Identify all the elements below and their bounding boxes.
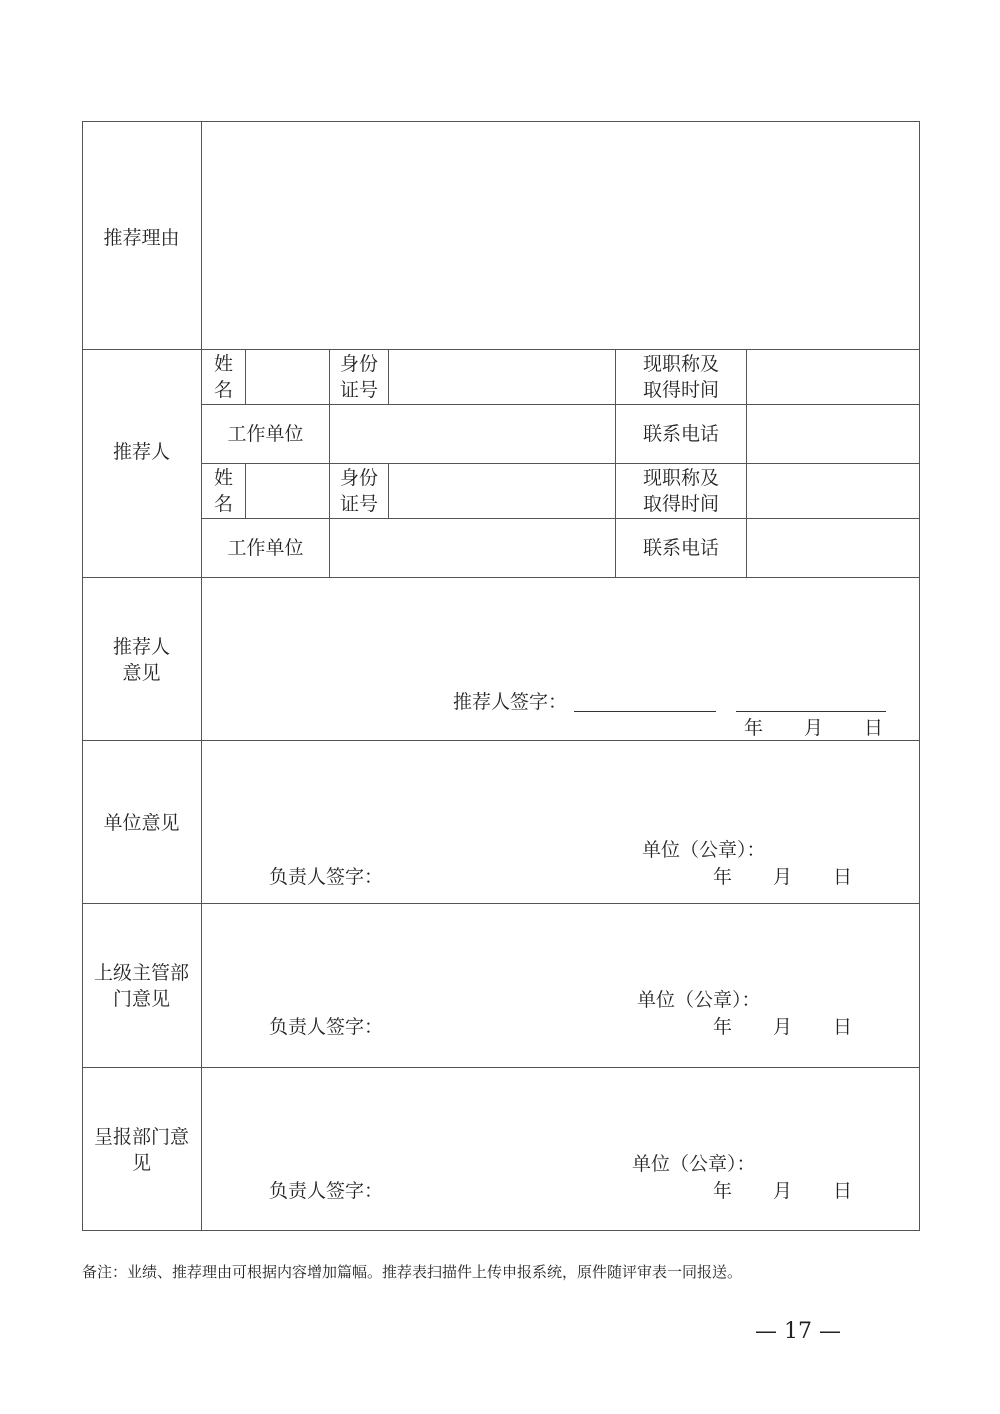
table-border-right <box>919 121 920 1231</box>
recommender-sign-label: 推荐人签字： <box>453 691 568 713</box>
row-divider <box>201 463 920 464</box>
unit-seal-label: 单位（公章）： <box>637 989 761 1011</box>
submit-opinion-label-line1: 呈报部门意 <box>93 1126 189 1148</box>
recommendation-form-table <box>82 121 920 1231</box>
id-label-line2: 证号 <box>339 379 378 401</box>
page-number: — 17 — <box>755 1319 841 1344</box>
name-label-line1: 姓 <box>213 353 233 375</box>
recommender-opinion-label-line1: 推荐人 <box>112 636 170 658</box>
row-divider <box>201 518 920 519</box>
cell-divider <box>245 349 246 404</box>
leader-sign-label: 负责人签字： <box>269 866 384 888</box>
unit-seal-label: 单位（公章）： <box>642 839 766 861</box>
recommender-label: 推荐人 <box>112 441 170 463</box>
date-year: 年 <box>713 866 733 888</box>
cell-divider <box>388 463 389 518</box>
name-label-line1: 姓 <box>213 467 233 489</box>
date-month: 月 <box>773 1016 793 1038</box>
title-label-line1: 现职称及 <box>642 353 719 375</box>
date-year: 年 <box>713 1016 733 1038</box>
date-day: 日 <box>833 1016 853 1038</box>
name-label-line2: 名 <box>213 493 233 515</box>
work-unit-label: 工作单位 <box>227 537 304 559</box>
label-column-divider <box>201 121 202 1231</box>
date-line <box>736 711 886 712</box>
table-border-top <box>82 121 920 122</box>
submit-opinion-label-line2: 见 <box>131 1152 151 1174</box>
date-year: 年 <box>744 717 764 739</box>
leader-sign-label: 负责人签字： <box>269 1180 384 1202</box>
date-year: 年 <box>713 1180 733 1202</box>
leader-sign-label: 负责人签字： <box>269 1016 384 1038</box>
recommender-opinion-label-line2: 意见 <box>122 662 161 684</box>
id-label-line1: 身份 <box>339 353 378 375</box>
date-month: 月 <box>773 1180 793 1202</box>
date-day: 日 <box>833 1180 853 1202</box>
date-day: 日 <box>833 866 853 888</box>
title-label-line2: 取得时间 <box>642 493 719 515</box>
section-divider <box>82 1067 920 1068</box>
superior-opinion-label-line2: 门意见 <box>112 988 170 1010</box>
table-border-bottom <box>82 1230 920 1231</box>
date-day: 日 <box>864 717 884 739</box>
section-divider <box>82 903 920 904</box>
date-month: 月 <box>804 717 824 739</box>
section-divider <box>82 740 920 741</box>
work-unit-label: 工作单位 <box>227 423 304 445</box>
date-month: 月 <box>773 866 793 888</box>
title-label-line2: 取得时间 <box>642 379 719 401</box>
row-divider <box>201 404 920 405</box>
superior-opinion-label-line1: 上级主管部 <box>93 962 189 984</box>
cell-divider <box>245 463 246 518</box>
id-label-line2: 证号 <box>339 493 378 515</box>
footnote: 备注：业绩、推荐理由可根据内容增加篇幅。推荐表扫描件上传申报系统，原件随评审表一同报送。 <box>82 1263 743 1281</box>
cell-divider <box>388 349 389 404</box>
section-divider <box>82 349 920 350</box>
id-label-line1: 身份 <box>339 467 378 489</box>
section-divider <box>82 577 920 578</box>
cell-divider <box>746 349 747 577</box>
unit-opinion-label: 单位意见 <box>103 812 180 834</box>
name-label-line2: 名 <box>213 379 233 401</box>
unit-seal-label: 单位（公章）： <box>632 1153 756 1175</box>
title-label-line1: 现职称及 <box>642 467 719 489</box>
recommender-sign-line <box>574 711 716 712</box>
phone-label: 联系电话 <box>642 537 719 559</box>
phone-label: 联系电话 <box>642 423 719 445</box>
reason-label: 推荐理由 <box>103 227 180 249</box>
